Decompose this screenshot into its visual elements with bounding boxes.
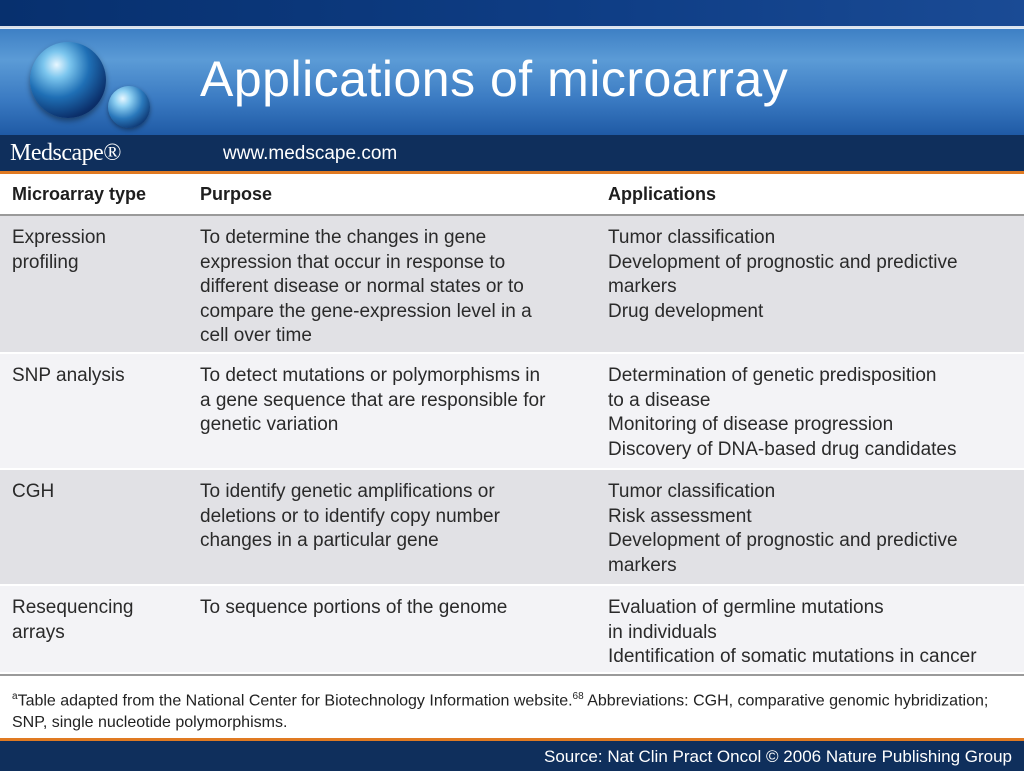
microarray-table — [0, 174, 1024, 674]
footnote-reference: 68 — [572, 691, 584, 702]
header-microarray-type: Microarray type — [12, 184, 147, 204]
cell-line: a gene sequence that are responsible for — [200, 389, 546, 411]
cell-applications — [608, 226, 1018, 324]
cell-line: cell over time — [200, 325, 312, 346]
cell-line: Evaluation of germline mutations — [608, 597, 884, 618]
cell-line: Tumor classification — [608, 227, 776, 248]
header-top-bar — [0, 0, 1024, 28]
cell-line: genetic variation — [200, 414, 339, 435]
cell-line: deletions or to identify copy number — [200, 505, 500, 527]
footnote-text — [12, 686, 1012, 734]
source-credit: Source: Nat Clin Pract Oncol © 2006 Nature Publishing Group — [544, 747, 1012, 766]
cell-line: Determination of genetic predisposition — [608, 365, 937, 386]
cell-line: Identification of somatic mutations in cancer — [608, 646, 977, 667]
footnote-marker: a — [12, 691, 18, 702]
cell-applications — [608, 480, 1018, 578]
medscape-banner — [0, 135, 1024, 174]
cell-line: Risk assessment — [608, 505, 752, 527]
medscape-logo: Medscape® — [10, 140, 122, 166]
cell-line: To sequence portions of the genome — [200, 597, 508, 618]
cell-line: changes in a particular gene — [200, 530, 439, 551]
cell-line: Expression — [12, 227, 106, 248]
cell-line: expression that occur in response to — [200, 251, 506, 273]
cell-line: To identify genetic amplifications or — [200, 481, 495, 502]
footnote-text-b: Abbreviations: CGH, comparative genomic hybridization; SNP, single nucleotide polymorphisms. — [12, 692, 989, 732]
cell-type — [12, 480, 192, 505]
table-row — [0, 216, 1024, 354]
header-divider — [0, 26, 1024, 29]
slide-title: Applications of microarray — [200, 51, 789, 107]
cell-line: Development of prognostic and predictive — [608, 251, 958, 273]
cell-line: Discovery of DNA-based drug candidates — [608, 438, 957, 460]
cell-line: SNP analysis — [12, 365, 125, 386]
cell-line: markers — [608, 276, 677, 297]
cell-line: Drug development — [608, 300, 764, 322]
cell-purpose — [200, 226, 595, 349]
footnote-text-a: Table adapted from the National Center for Biotechnology Information website. — [17, 692, 573, 710]
cell-line: arrays — [12, 621, 65, 643]
cell-line: Development of prognostic and predictive — [608, 530, 958, 551]
cell-line: Tumor classification — [608, 481, 776, 502]
cell-line: CGH — [12, 481, 55, 502]
table-row — [0, 354, 1024, 470]
cell-type — [12, 226, 192, 275]
cell-line: compare the gene-expression level in a — [200, 300, 532, 322]
cell-line: to a disease — [608, 389, 711, 411]
source-bar — [0, 738, 1024, 771]
cell-type — [12, 596, 192, 645]
medscape-url: www.medscape.com — [223, 143, 398, 164]
cell-line: in individuals — [608, 621, 717, 643]
cell-purpose — [200, 480, 595, 554]
cell-applications — [608, 596, 1018, 670]
globe-large-icon — [30, 42, 106, 118]
header-applications: Applications — [608, 184, 717, 204]
cell-purpose — [200, 364, 595, 438]
cell-purpose — [200, 596, 595, 621]
cell-line: Monitoring of disease progression — [608, 414, 894, 435]
cell-applications — [608, 364, 1018, 462]
cell-line: profiling — [12, 251, 79, 273]
cell-line: To determine the changes in gene — [200, 227, 487, 248]
cell-line: markers — [608, 554, 677, 576]
slide-header — [0, 0, 1024, 135]
cell-line: To detect mutations or polymorphisms in — [200, 365, 541, 386]
globe-small-icon — [108, 86, 150, 128]
cell-type — [12, 364, 192, 389]
table-row — [0, 470, 1024, 586]
table-footnote — [0, 674, 1024, 740]
table-header-row — [0, 174, 1024, 216]
cell-line: different disease or normal states or to — [200, 276, 524, 297]
header-purpose: Purpose — [200, 184, 273, 204]
cell-line: Resequencing — [12, 597, 134, 618]
table-row — [0, 586, 1024, 674]
